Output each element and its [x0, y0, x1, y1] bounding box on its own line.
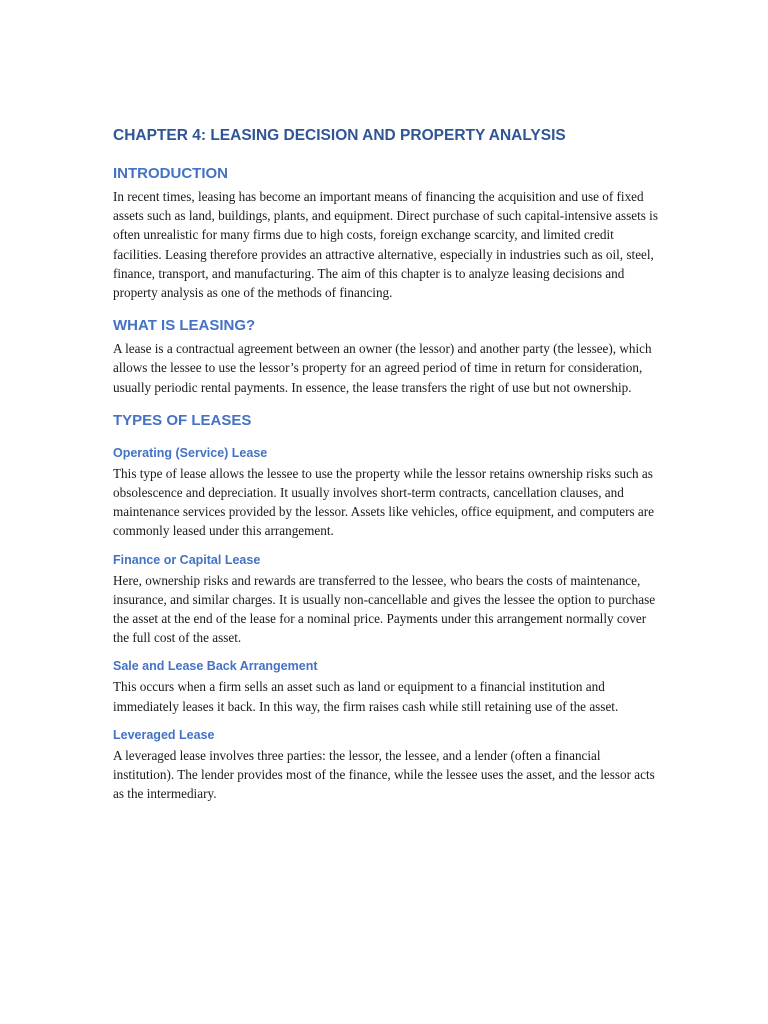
lease-type-title: Finance or Capital Lease — [113, 552, 261, 567]
lease-type-title: Sale and Lease Back Arrangement — [113, 659, 318, 674]
lease-type-section — [113, 445, 658, 541]
document-page — [113, 126, 658, 803]
introduction-heading: INTRODUCTION — [113, 165, 228, 182]
chapter-title: CHAPTER 4: LEASING DECISION AND PROPERTY ANALYSIS — [113, 127, 566, 144]
types-of-leases-heading: TYPES OF LEASES — [113, 411, 252, 429]
lease-type-section — [113, 658, 658, 715]
lease-type-title: Leveraged Lease — [113, 727, 215, 742]
lease-type-paragraph: Here, ownership risks and rewards are transferred to the lessee, who bears the costs of maintenance, insurance, and similar charges. It is usually non-cancellable and gives the lessee the option to purchase the asset at the end of the lease for a nominal price. Payments under this arrangement normally cover the full cost of the asset. — [113, 572, 656, 646]
lease-type-title: Operating (Service) Lease — [113, 445, 268, 460]
lease-type-section — [113, 727, 658, 804]
lease-type-paragraph: A leveraged lease involves three parties: the lessor, the lessee, and a lender (often a financial institution). The lender provides most of the finance, while the lessee uses the asset, and the lessor acts as the intermediary. — [113, 747, 655, 802]
lease-type-paragraph: This type of lease allows the lessee to use the property while the lessor retains ownership risks such as obsolescence and depreciation. It usually involves short-term contracts, cancellation clauses, and maintenance services provided by the lessor. Assets like vehicles, office equipment, and computers are commonly leased under this arrangement. — [113, 465, 655, 539]
introduction-paragraph: In recent times, leasing has become an important means of financing the acquisition and use of fixed assets such as land, buildings, plants, and equipment. Direct purchase of such capital-intensive assets is often unrealistic for many firms due to high costs, foreign exchange scarcity, and limited credit facilities. Leasing therefore provides an attractive alternative, especially in industries such as oil, steel, finance, transport, and manufacturing. The aim of this chapter is to analyze leasing decisions and property analysis as one of the methods of financing. — [113, 189, 658, 301]
lease-type-paragraph: This occurs when a firm sells an asset such as land or equipment to a financial institution and immediately leases it back. In this way, the firm raises cash while still retaining use of the asset. — [113, 679, 619, 714]
what-is-leasing-heading: WHAT IS LEASING? — [113, 317, 256, 335]
what-is-leasing-paragraph: A lease is a contractual agreement between an owner (the lessor) and another party (the lessee), which allows the lessee to use the lessor’s property for an agreed period of time in return for consideration, usually periodic rental payments. In essence, the lease transfers the right of use but not ownership. — [113, 341, 652, 395]
lease-type-section — [113, 552, 658, 648]
